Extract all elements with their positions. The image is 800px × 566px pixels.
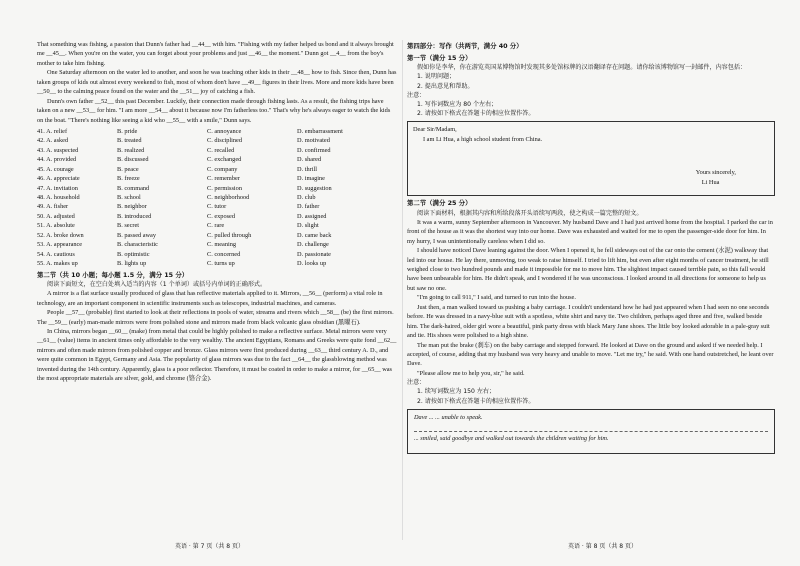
cloze-passage-p3: Dunn's own father __52__ this past December. Luckily, their connection made through fishing lasts. As a result, the fishing trips have taken on a new __53__ for him. "I am more __54__ about it because now I'm fatherless too." That's why he's always eager to watch the kids on the boat. "There's nothing like seeing a kid who __55__ with a smile," Dunn says. bbox=[37, 97, 391, 124]
option-row: 55. A. makes up B. lights up C. turns up D. looks up bbox=[37, 260, 327, 268]
grammar-passage-p3: In China, mirrors began __60__ (make) from metal that could be highly polished to make a reflective surface. Metal mirrors were very __61__ (value) items in ancient times only affordable to the very wealthy. The ancient Egyptians, Romans and Greeks were quite fond __62__ mirrors and often made mirrors from polished copper and bronze. Glass mirrors were first produced during __63__ third century A. D., and were quite common in Egypt, Germany and Asia. The popularity of glass mirrors was due to the fact __64__ the glassblowing method was invented during the 14th century. Apparently, glass is a poor reflector. Therefore, it must be coated in order to make a mirror, for __65__ was the most appropriate materials are silver, gold, and chrome (铬合金). bbox=[37, 328, 397, 383]
writing-task-1-point: 1. 说明问题； bbox=[417, 73, 456, 81]
option-row: 46. A. appreciate B. freeze C. remember D. imagine bbox=[37, 175, 325, 183]
notes-label: 注意： bbox=[407, 91, 426, 99]
story-p3: "I'm going to call 911," I said, and turned to run into the house. bbox=[417, 294, 576, 302]
option-row: 50. A. adjusted B. introduced C. exposed D. assigned bbox=[37, 212, 327, 220]
story-p5: The man put the brake (刹车) on the baby carriage and stepped forward. He looked at Dave on the ground and asked if we needed help. I accepted, of course, adding that my husband was very heavy and unable to move. "Let me try," he said. With one hand outstretched, he leant over Dave. bbox=[407, 341, 774, 368]
story-p2: I should have noticed Dave leaning against the door. When I opened it, he fell sideways out of the car onto the cement (水泥) walkway that led into our house. He lay there, unmoving, too weak to raise himself. I tried to lift him, but even after eight months of cancer treatment, he still weighed close to two hundred pounds and made it impossible for me to move him. The slightest impact caused terrible pain, so this fall would have been unbearable for him. He didn't speak, and I wondered if he was unconscious. I looked around in all directions for someone to help us but saw no one. bbox=[407, 247, 769, 292]
page-8-footer: 英语 · 第 8 页（共 8 页） bbox=[568, 543, 637, 550]
notes-label: 注意： bbox=[407, 379, 426, 387]
grammar-passage-p1: A mirror is a flat surface usually produced of glass that has reflective materials applied to it. Mirrors, __56__ (perform) a vital role in technology, are an important component in scientific instruments such as telescopes, industrial machines, and cameras. bbox=[37, 290, 383, 307]
writing-task-1-prompt: 假如你是李华，你在游览英国某博物馆时发现其多处馆标牌的汉语翻译存在问题。请你给该博物馆写一封邮件，内容包括： bbox=[417, 64, 747, 72]
page-7 bbox=[37, 40, 397, 384]
letter-name: Li Hua bbox=[701, 178, 720, 186]
option-row: 52. A. broke down B. passed away C. pulled through D. came back bbox=[37, 231, 332, 239]
page-8 bbox=[407, 40, 775, 454]
continuation-answer-box[interactable] bbox=[407, 409, 775, 454]
writing-task-1-note: 1. 写作词数应为 80 个左右； bbox=[417, 100, 498, 108]
option-row: 51. A. absolute B. secret C. rare D. slight bbox=[37, 222, 319, 230]
continuation-opening-1: Dave ... ... unable to speak. bbox=[414, 413, 483, 421]
letter-opening: I am Li Hua, a high school student from China. bbox=[423, 135, 543, 143]
section-2-instruction: 阅读下面短文，在空白处填入适当的内容（1 个单词）或括号内单词的正确形式。 bbox=[47, 281, 267, 289]
option-row: 49. A. fisher B. neighbor C. tutor D. father bbox=[37, 203, 320, 211]
writing-task-2-note: 1. 续写词数应为 150 左右； bbox=[417, 388, 496, 396]
page-divider bbox=[402, 40, 403, 540]
cloze-passage-intro: That something was fishing, a passion that Dunn's father had __44__ with him. "Fishing with my father helped us bond and it always brought me __45__. When you're on the water, you can forget about your problems and just __46__ the moment." Dunn got __4__ from the boy's mother to take him fishing. bbox=[37, 41, 394, 67]
option-row: 47. A. invitation B. command C. permission D. suggestion bbox=[37, 184, 332, 192]
story-p4: Just then, a man walked toward us pushing a baby carriage. I couldn't understand how he had just appeared when I had seen no one seconds before. He was dressed in a navy-blue suit with a spotless, white shirt and navy tie. Two children, perhaps aged three and five, walked beside him. The dark-haired, older girl wore a beautiful, pink party dress with black Mary Jane shoes. The little boy looked adorable in a pale-gray suit and tie. His shoes were polished to a high shine. bbox=[407, 303, 770, 340]
writing-task-1-point: 2. 提出意见和帮助。 bbox=[417, 82, 474, 90]
cloze-passage-p2: One Saturday afternoon on the water led to another, and soon he was teaching other kids in their __48__ how to fish. Since then, Dunn has taken groups of kids out almost every weekend to fish, most of whom don't have __49__ figures in their lives. More and more kids have been __50__ to the calming peace found on the water and the __51__ joy of catching a fish. bbox=[37, 69, 397, 96]
option-row: 42. A. asked B. treated C. disciplined D. motivated bbox=[37, 137, 330, 145]
letter-salutation: Dear Sir/Madam, bbox=[413, 126, 457, 134]
writing-task-2-note: 2. 请按如下格式在答题卡的相应位置作答。 bbox=[417, 397, 535, 405]
section-2-heading: 第二节（共 10 小题；每小题 1.5 分，满分 15 分） bbox=[37, 270, 189, 279]
option-row: 48. A. household B. school C. neighborhood D. club bbox=[37, 194, 316, 201]
letter-signature bbox=[696, 168, 736, 187]
cloze-options bbox=[37, 127, 397, 269]
part-4-heading: 第四部分：写作（共两节，满分 40 分） bbox=[407, 42, 523, 50]
option-row: 54. A. cautious B. optimistic C. concerned D. passionate bbox=[37, 250, 331, 258]
letter-closing: Yours sincerely, bbox=[695, 169, 736, 177]
page-7-footer: 英语 · 第 7 页（共 8 页） bbox=[175, 543, 244, 550]
writing-task-2-prompt: 阅读下面材料，根据其内容和所给段落开头语续写两段，使之构成一篇完整的短文。 bbox=[417, 209, 643, 217]
story-p6: "Please allow me to help you, sir," he said. bbox=[417, 369, 525, 377]
option-row: 41. A. relief B. pride C. annoyance D. embarrassment bbox=[37, 127, 343, 135]
option-row: 53. A. appearance B. characteristic C. meaning D. challenge bbox=[37, 241, 329, 249]
answer-line bbox=[414, 422, 768, 432]
continuation-opening-2: ... smiled, said goodbye and walked out towards the children waiting for him. bbox=[414, 435, 609, 443]
story-p1: It was a warm, sunny September afternoon in Vancouver. My husband Dave and I had just arrived home from the hospital. I parked the car in front of the house as it was the shortest way into our home. Dave was exhausted and waited for me to open the passenger-side door for him. In my hurry, I was unintentionally careless when I did so. bbox=[407, 218, 773, 245]
option-row: 44. A. provided B. discussed C. exchanged D. shared bbox=[37, 156, 322, 164]
writing-task-1-note: 2. 请按如下格式在答题卡的相应位置作答。 bbox=[417, 109, 535, 117]
grammar-passage-p2: People __57__ (probable) first started to look at their reflections in pools of water, streams and rivers which __58__ (be) the first mirrors. The __59__ (early) man-made mirrors were from polished stone and mirrors made from black volcanic glass obsidian (黑曜石). bbox=[37, 309, 394, 326]
letter-answer-box[interactable] bbox=[407, 121, 775, 196]
option-row: 43. A. suspected B. realized C. recalled D. confirmed bbox=[37, 146, 331, 154]
writing-section-2-heading: 第二节（满分 25 分） bbox=[407, 199, 472, 208]
option-row: 45. A. courage B. peace C. company D. thrill bbox=[37, 165, 317, 173]
writing-section-1-heading: 第一节（满分 15 分） bbox=[407, 53, 472, 62]
